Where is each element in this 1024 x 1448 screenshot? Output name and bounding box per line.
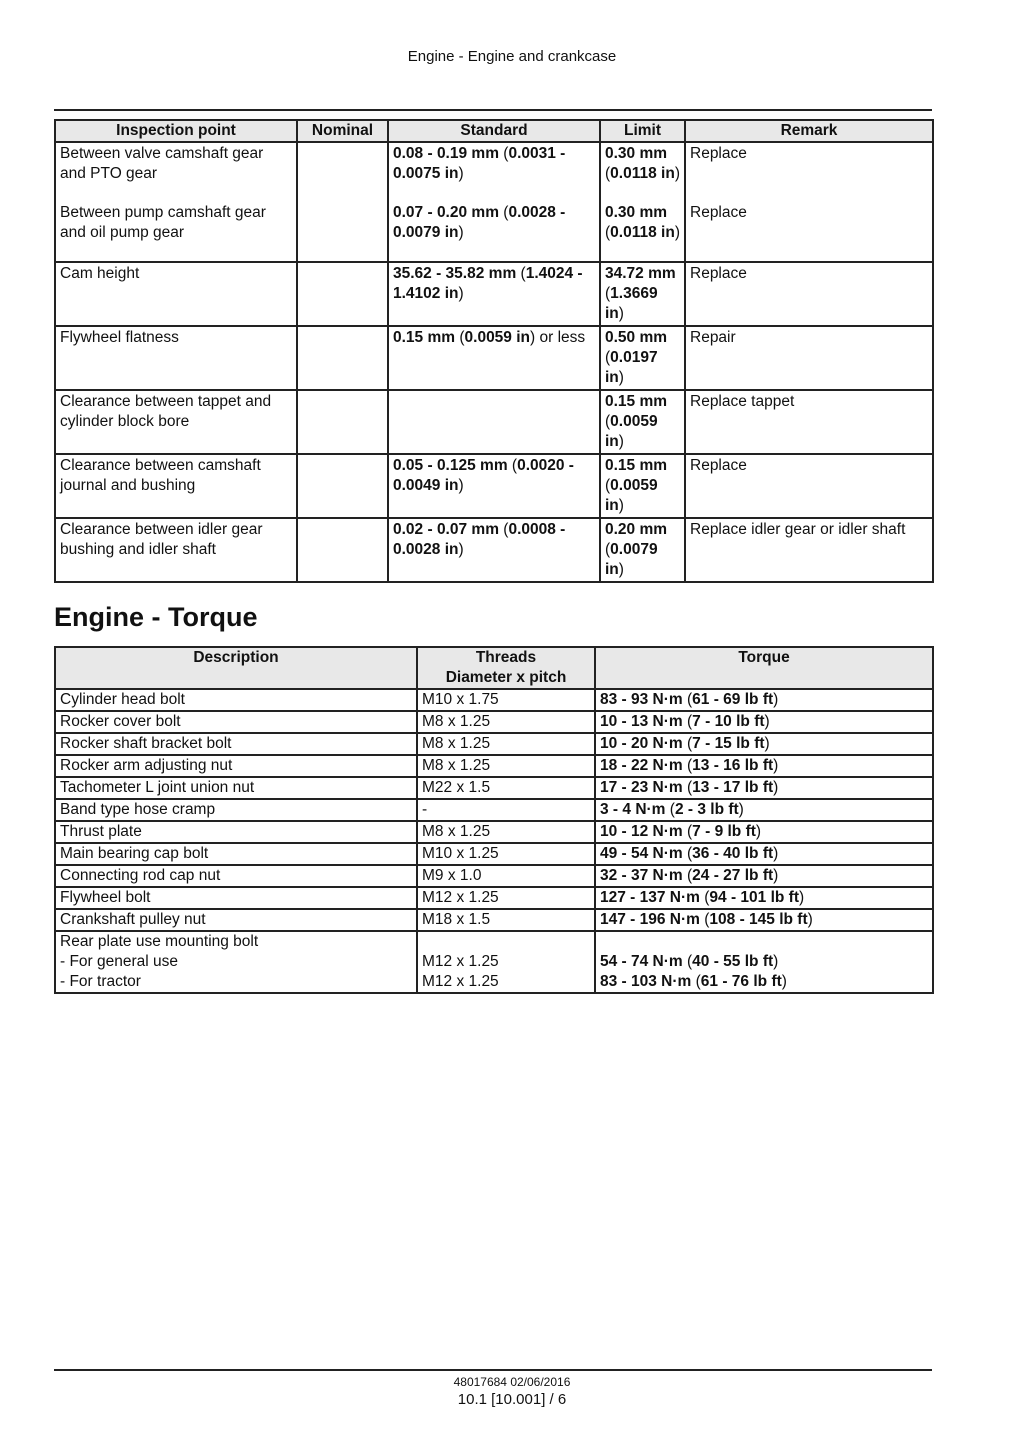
description-cell <box>55 931 417 993</box>
table-row <box>55 689 933 711</box>
standard-cell: 0.05 - 0.125 mm (0.0020 - 0.0049 in) <box>388 454 600 518</box>
table-row <box>55 390 933 454</box>
section-title: Engine - Torque <box>54 602 258 632</box>
description-cell: Crankshaft pulley nut <box>55 909 417 931</box>
thread-cell: M9 x 1.0 <box>417 865 595 887</box>
remark-cell: Replace <box>685 454 933 518</box>
running-header: Engine - Engine and crankcase <box>407 48 617 65</box>
torque-header-row <box>55 647 933 689</box>
limit-cell: 0.20 mm (0.0079 in) <box>600 518 685 582</box>
standard-cell: 0.15 mm (0.0059 in) or less <box>388 326 600 390</box>
description-cell: Cylinder head bolt <box>55 689 417 711</box>
footer-doc-id: 48017684 02/06/2016 <box>453 1375 571 1389</box>
footer-rule <box>54 1369 932 1371</box>
col-standard: Standard <box>388 120 600 142</box>
description-cell: Tachometer L joint union nut <box>55 777 417 799</box>
header-rule <box>54 109 932 111</box>
thread-cell: M22 x 1.5 <box>417 777 595 799</box>
description-cell: Thrust plate <box>55 821 417 843</box>
torque-cell: 18 - 22 N·m (13 - 16 lb ft) <box>595 755 933 777</box>
rear-plate-torque: 54 - 74 N·m (40 - 55 lb ft) <box>600 953 779 970</box>
torque-cell: 83 - 93 N·m (61 - 69 lb ft) <box>595 689 933 711</box>
col-threads <box>417 647 595 689</box>
thread-cell: M12 x 1.25 <box>417 887 595 909</box>
limit-cell: 34.72 mm (1.3669 in) <box>600 262 685 326</box>
inspection-point-cell: Clearance between tappet and cylinder block bore <box>55 390 297 454</box>
nominal-cell <box>297 454 388 518</box>
description-cell: Rocker arm adjusting nut <box>55 755 417 777</box>
standard-cell: 0.08 - 0.19 mm (0.0031 - 0.0075 in) <box>388 142 600 202</box>
inspection-point-cell: Clearance between idler gear bushing and idler shaft <box>55 518 297 582</box>
remark-cell: Replace tappet <box>685 390 933 454</box>
col-threads-line2: Diameter x pitch <box>445 669 567 686</box>
table-row <box>55 843 933 865</box>
thread-cell: M8 x 1.25 <box>417 733 595 755</box>
col-inspection-point: Inspection point <box>55 120 297 142</box>
thread-cell: M8 x 1.25 <box>417 755 595 777</box>
limit-cell: 0.50 mm (0.0197 in) <box>600 326 685 390</box>
torque-cell <box>595 931 933 993</box>
torque-cell: 10 - 20 N·m (7 - 15 lb ft) <box>595 733 933 755</box>
table-row <box>55 865 933 887</box>
rear-plate-item: - For general use <box>60 953 179 970</box>
inspection-point-cell: Flywheel flatness <box>55 326 297 390</box>
thread-cell: M8 x 1.25 <box>417 711 595 733</box>
torque-cell: 32 - 37 N·m (24 - 27 lb ft) <box>595 865 933 887</box>
table-row <box>55 821 933 843</box>
description-cell: Connecting rod cap nut <box>55 865 417 887</box>
torque-cell: 127 - 137 N·m (94 - 101 lb ft) <box>595 887 933 909</box>
thread-cell: M8 x 1.25 <box>417 821 595 843</box>
table-row <box>55 777 933 799</box>
table-row <box>55 733 933 755</box>
nominal-cell <box>297 142 388 202</box>
rear-plate-thread: M12 x 1.25 <box>422 973 499 990</box>
nominal-cell <box>297 202 388 262</box>
remark-cell: Replace idler gear or idler shaft <box>685 518 933 582</box>
torque-cell: 10 - 13 N·m (7 - 10 lb ft) <box>595 711 933 733</box>
nominal-cell <box>297 262 388 326</box>
description-cell: Main bearing cap bolt <box>55 843 417 865</box>
thread-cell: M18 x 1.5 <box>417 909 595 931</box>
limit-cell: 0.15 mm (0.0059 in) <box>600 454 685 518</box>
standard-cell: 35.62 - 35.82 mm (1.4024 - 1.4102 in) <box>388 262 600 326</box>
inspection-point-cell: Between valve camshaft gear and PTO gear <box>55 142 297 202</box>
standard-cell: 0.02 - 0.07 mm (0.0008 - 0.0028 in) <box>388 518 600 582</box>
col-remark: Remark <box>685 120 933 142</box>
table-row <box>55 518 933 582</box>
col-limit: Limit <box>600 120 685 142</box>
torque-cell: 10 - 12 N·m (7 - 9 lb ft) <box>595 821 933 843</box>
remark-cell: Replace <box>685 202 933 262</box>
limit-cell: 0.15 mm (0.0059 in) <box>600 390 685 454</box>
table-row <box>55 202 933 262</box>
rear-plate-torque: 83 - 103 N·m (61 - 76 lb ft) <box>600 973 787 990</box>
table-row <box>55 326 933 390</box>
inspection-header-row <box>55 120 933 142</box>
rear-plate-thread: M12 x 1.25 <box>422 953 499 970</box>
table-row <box>55 454 933 518</box>
table-row <box>55 755 933 777</box>
table-row <box>55 711 933 733</box>
description-cell: Rocker shaft bracket bolt <box>55 733 417 755</box>
table-row <box>55 262 933 326</box>
torque-cell: 17 - 23 N·m (13 - 17 lb ft) <box>595 777 933 799</box>
standard-cell <box>388 390 600 454</box>
inspection-point-cell: Between pump camshaft gear and oil pump gear <box>55 202 297 262</box>
description-cell: Band type hose cramp <box>55 799 417 821</box>
table-row-rear-plate <box>55 931 933 993</box>
footer-page-number: 10.1 [10.001] / 6 <box>457 1391 567 1408</box>
remark-cell: Replace <box>685 142 933 202</box>
torque-cell: 49 - 54 N·m (36 - 40 lb ft) <box>595 843 933 865</box>
inspection-table <box>54 119 934 583</box>
col-description: Description <box>55 647 417 689</box>
description-cell: Rocker cover bolt <box>55 711 417 733</box>
table-row <box>55 909 933 931</box>
remark-cell: Repair <box>685 326 933 390</box>
rear-plate-heading: Rear plate use mounting bolt <box>60 933 259 950</box>
limit-cell: 0.30 mm (0.0118 in) <box>600 202 685 262</box>
thread-cell <box>417 931 595 993</box>
nominal-cell <box>297 518 388 582</box>
remark-cell: Replace <box>685 262 933 326</box>
col-threads-line1: Threads <box>475 649 537 666</box>
col-nominal: Nominal <box>297 120 388 142</box>
rear-plate-item: - For tractor <box>60 973 141 990</box>
thread-cell: M10 x 1.25 <box>417 843 595 865</box>
torque-cell: 147 - 196 N·m (108 - 145 lb ft) <box>595 909 933 931</box>
torque-table <box>54 646 934 994</box>
description-cell: Flywheel bolt <box>55 887 417 909</box>
table-row <box>55 142 933 202</box>
col-torque: Torque <box>595 647 933 689</box>
thread-cell: - <box>417 799 595 821</box>
inspection-point-cell: Clearance between camshaft journal and bushing <box>55 454 297 518</box>
limit-cell: 0.30 mm (0.0118 in) <box>600 142 685 202</box>
table-row <box>55 887 933 909</box>
thread-cell: M10 x 1.75 <box>417 689 595 711</box>
standard-cell: 0.07 - 0.20 mm (0.0028 - 0.0079 in) <box>388 202 600 262</box>
nominal-cell <box>297 390 388 454</box>
nominal-cell <box>297 326 388 390</box>
inspection-point-cell: Cam height <box>55 262 297 326</box>
table-row <box>55 799 933 821</box>
torque-cell: 3 - 4 N·m (2 - 3 lb ft) <box>595 799 933 821</box>
